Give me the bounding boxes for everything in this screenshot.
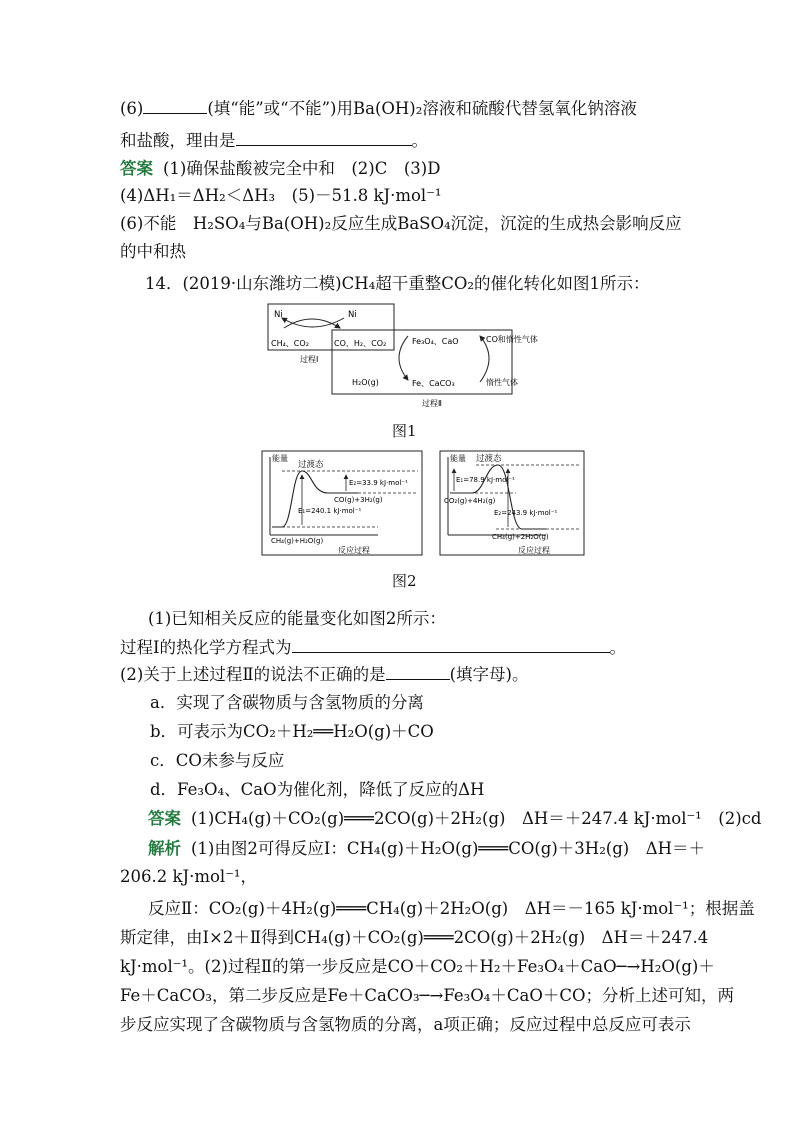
inert-gas-label: 惰性气体 [486, 378, 518, 387]
q6-text2b: 。 [411, 131, 428, 150]
q14-sub2a: (2)关于上述过程Ⅱ的说法不正确的是 [120, 665, 386, 684]
right-e1: E₁=78.9 kJ·mol⁻¹ [456, 476, 515, 484]
answer-prev-line2: (4)ΔH₁＝ΔH₂＜ΔH₃ (5)－51.8 kJ·mol⁻¹ [120, 186, 442, 205]
q6-line2 [120, 130, 428, 152]
answer-prev-line3: (6)不能 H₂SO₄与Ba(OH)₂反应生成BaSO₄沉淀，沉淀的生成热会影响反应 [120, 214, 682, 233]
left-ylabel: 能量 [272, 454, 288, 463]
right-xlabel: 反应过程 [518, 546, 550, 555]
q6-answer-blank [143, 113, 207, 114]
figure-2-left [258, 447, 426, 559]
right-reactants: CO₂(g)+4H₂(g) [444, 497, 496, 505]
process2-label: 过程Ⅱ [422, 399, 442, 408]
answer-prev-text1: (1)确保盐酸被完全中和 (2)C (3)D [163, 159, 441, 178]
option-d: d．Fe₃O₄、CaO为催化剂，降低了反应的ΔH [150, 780, 485, 799]
q6-prefix: (6) [120, 99, 144, 118]
fe3o4-cao-label: Fe₃O₄、CaO [412, 337, 459, 346]
option-b: b．可表示为CO₂＋H₂══H₂O(g)＋CO [150, 722, 434, 741]
right-products: CH₄(g)+2H₂O(g) [492, 533, 549, 541]
figure-1 [262, 300, 538, 412]
left-products: CO(g)+3H₂(g) [334, 496, 383, 504]
q6-text2a: 和盐酸，理由是 [120, 131, 236, 150]
right-e2: E₂=243.9 kJ·mol⁻¹ [494, 509, 558, 517]
process1-label: 过程Ⅰ [300, 355, 319, 364]
q14-answer-line [148, 808, 761, 830]
q6-text1: (填“能”或“不能”)用Ba(OH)₂溶液和硫酸代替氢氧化钠溶液 [207, 99, 637, 118]
analysis-line1 [148, 838, 705, 860]
co-h2-co2-label: CO、H₂、CO₂ [334, 339, 387, 348]
option-a: a．实现了含碳物质与含氢物质的分离 [150, 693, 424, 712]
q14-sub1b-line [120, 637, 626, 659]
figure-2-caption: 图2 [392, 572, 417, 590]
q14-sub1b: 过程Ⅰ的热化学方程式为 [120, 638, 292, 657]
answer-label: 答案 [120, 159, 153, 178]
analysis-l5: kJ·mol⁻¹。(2)过程Ⅱ的第一步反应是CO＋CO₂＋H₂＋Fe₃O₄＋CaO─→H₂O(g)＋ [120, 957, 715, 976]
right-ylabel: 能量 [450, 454, 466, 463]
q14-sub2-line [120, 664, 528, 686]
ni-left: Ni [274, 310, 283, 320]
figure-2-right [436, 447, 588, 559]
q14-sub1a: (1)已知相关反应的能量变化如图2所示： [148, 609, 446, 628]
q14-sub2b: (填字母)。 [449, 665, 529, 684]
analysis-l6: Fe＋CaCO₃，第二步反应是Fe＋CaCO₃─→Fe₃O₄＋CaO＋CO；分析上述可知，两 [120, 986, 735, 1005]
analysis-l7: 步反应实现了含碳物质与含氢物质的分离，a项正确；反应过程中总反应可表示 [120, 1015, 691, 1034]
ni-right: Ni [348, 310, 357, 320]
q6-line1 [120, 98, 637, 120]
q14-answer-text: (1)CH₄(g)＋CO₂(g)═══2CO(g)＋2H₂(g) ΔH＝＋247.4 kJ·mol⁻¹ (2)cd [191, 809, 762, 828]
left-ts: 过渡态 [298, 460, 324, 470]
right-ts: 过渡态 [476, 454, 502, 464]
q14-stem: 14．(2019·山东潍坊二模)CH₄超干重整CO₂的催化转化如图1所示： [145, 274, 650, 293]
arc-left [399, 336, 408, 380]
ch4-co2-label: CH₄、CO₂ [271, 339, 309, 348]
answer-prev-line1 [120, 158, 440, 180]
co-inert-label: CO和惰性气体 [486, 335, 538, 344]
q6-reason-blank [236, 145, 412, 146]
left-reactants: CH₄(g)+H₂O(g) [271, 537, 324, 545]
left-xlabel: 反应过程 [338, 546, 370, 555]
figure-1-caption: 图1 [392, 422, 417, 440]
analysis-l3: 反应Ⅱ：CO₂(g)＋4H₂(g)═══CH₄(g)＋2H₂O(g) ΔH＝－165 kJ·mol⁻¹；根据盖 [148, 899, 755, 918]
analysis-label: 解析 [148, 839, 181, 858]
q14-sub1-end: 。 [609, 638, 627, 657]
fe-caco3-label: Fe、CaCO₃ [412, 379, 455, 388]
answer-prev-line4: 的中和热 [120, 242, 186, 261]
analysis-l4: 斯定律，由Ⅰ×2＋Ⅱ得到CH₄(g)＋CO₂(g)═══2CO(g)＋2H₂(g) ΔH＝＋247.4 [120, 928, 709, 947]
q14-sub1-blank [292, 652, 610, 653]
q14-sub2-blank [386, 679, 450, 680]
left-e2: E₂=33.9 kJ·mol⁻¹ [349, 479, 408, 487]
analysis-l1: (1)由图2可得反应Ⅰ：CH₄(g)＋H₂O(g)═══CO(g)＋3H₂(g) ΔH＝＋ [191, 839, 706, 858]
analysis-l2: 206.2 kJ·mol⁻¹， [120, 867, 258, 886]
q14-answer-label: 答案 [148, 809, 181, 828]
option-c: c．CO未参与反应 [150, 751, 285, 770]
h2o-label: H₂O(g) [352, 378, 379, 387]
left-e1: E₁=240.1 kJ·mol⁻¹ [298, 507, 362, 515]
